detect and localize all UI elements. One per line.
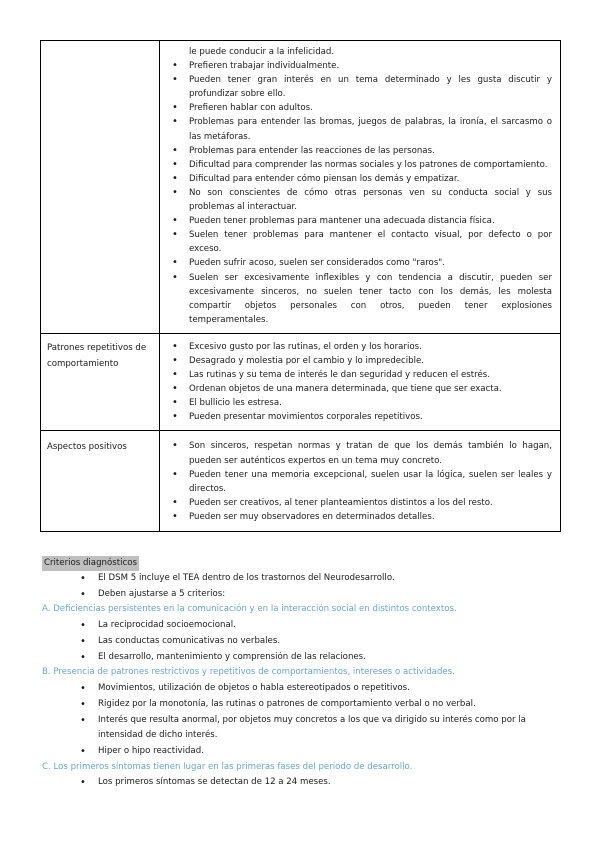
bullet-list xyxy=(160,431,560,531)
row-label: Aspectos positivos xyxy=(47,442,127,453)
list-item: • Prefieren hablar con adultos. xyxy=(171,101,552,115)
list-item: • Movimientos, utilización de objetos o habla estereotipados o repetitivos. xyxy=(80,681,562,697)
list-item: • Suelen tener problemas para mantener el contacto visual, por defecto o por exceso. xyxy=(171,228,552,256)
list-item: • Interés que resulta anormal, por objetos muy concretos a los que va dirigido su interés como por la intensidad de dicho interés. xyxy=(80,713,562,744)
list-item: • Rigidez por la monotonía, las rutinas o patrones de comportamiento verbal o no verbal. xyxy=(80,697,562,713)
list-item: • El bullicio les estresa. xyxy=(171,396,552,410)
criterion-c-title: C. Los primeros síntomas tienen lugar en las primeras fases del periodo de desarrollo. xyxy=(42,761,413,772)
list-item: le puede conducir a la infelicidad. xyxy=(189,47,335,57)
table-content-cell xyxy=(160,431,561,532)
list-item: • El DSM 5 incluye el TEA dentro de los trastornos del Neurodesarrollo. xyxy=(80,571,562,587)
list-item: • Las conductas comunicativas no verbales. xyxy=(80,634,562,650)
intro-list xyxy=(42,571,562,602)
list-item: • Problemas para entender las reacciones de las personas. xyxy=(171,144,552,158)
list-item: • Pueden sufrir acoso, suelen ser considerados como "raros". xyxy=(171,256,552,270)
bullet-list xyxy=(160,334,560,431)
table-content-cell xyxy=(160,333,561,431)
list-item: • Dificultad para comprender las normas sociales y los patrones de comportamiento. xyxy=(171,158,552,172)
list-item: • Son sinceros, respetan normas y tratan de que los demás también lo hagan, pueden ser auténticos expertos en un tema muy concreto. xyxy=(171,439,552,467)
criterion-c-list xyxy=(42,775,562,791)
list-item: • Pueden ser muy observadores en determinados detalles. xyxy=(171,510,552,524)
criterion-a-title: A. Deficiencias persistentes en la comunicación y en la interacción social en distintos contextos. xyxy=(42,604,457,615)
list-item: • Prefieren trabajar individualmente. xyxy=(171,59,552,73)
table-label-cell xyxy=(41,431,160,532)
diagnostic-criteria-section xyxy=(42,556,562,791)
section-heading: Criterios diagnósticos xyxy=(42,556,139,571)
list-item: • Pueden tener gran interés en un tema determinado y les gusta discutir y profundizar sobre ello. xyxy=(171,73,552,101)
list-item: • Pueden tener una memoria excepcional, suelen usar la lógica, suelen ser leales y directos. xyxy=(171,468,552,496)
list-item: • Pueden ser creativos, al tener planteamientos distintos a los del resto. xyxy=(171,496,552,510)
criterion-b-list xyxy=(42,681,562,760)
list-item: • Excesivo gusto por las rutinas, el orden y los horarios. xyxy=(171,340,552,354)
list-item: • Hiper o hipo reactividad. xyxy=(80,744,562,760)
list-item: • Pueden presentar movimientos corporales repetitivos. xyxy=(171,410,552,424)
list-item: • Las rutinas y su tema de interés le dan seguridad y reducen el estrés. xyxy=(171,368,552,382)
list-item: • La reciprocidad socioemocional. xyxy=(80,618,562,634)
list-item: • El desarrollo, mantenimiento y comprensión de las relaciones. xyxy=(80,650,562,666)
list-item: • Los primeros síntomas se detectan de 12 a 24 meses. xyxy=(80,775,562,791)
table-content-cell xyxy=(160,41,561,334)
table-row xyxy=(41,431,561,532)
list-item: • Desagrado y molestia por el cambio y lo impredecible. xyxy=(171,354,552,368)
characteristics-table xyxy=(40,40,561,532)
table-label-cell xyxy=(41,333,160,431)
list-item: • Problemas para entender las bromas, juegos de palabras, la ironía, el sarcasmo o las metáforas. xyxy=(171,115,552,143)
table-row xyxy=(41,41,561,334)
table-row xyxy=(41,333,561,431)
list-item: • Deben ajustarse a 5 criterios: xyxy=(80,587,562,603)
list-item: • Dificultad para entender cómo piensan los demás y empatizar. xyxy=(171,172,552,186)
list-item: • No son conscientes de cómo otras personas ven su conducta social y sus problemas al interactuar. xyxy=(171,186,552,214)
list-item: • Pueden tener problemas para mantener una adecuada distancia física. xyxy=(171,214,552,228)
table-label-cell xyxy=(41,41,160,334)
criterion-a-list xyxy=(42,618,562,665)
bullet-list xyxy=(160,41,560,333)
criterion-b-title: B. Presencia de patrones restrictivos y repetitivos de comportamientos, intereses o actividades. xyxy=(42,667,455,678)
list-item: • Suelen ser excesivamente inflexibles y con tendencia a discutir, pueden ser excesivamente sinceros, no suelen tener tacto con los demás, les molesta compartir objetos personales con otros, pueden tener explosiones temperamentales. xyxy=(171,271,552,327)
row-label: Patrones repetitivos de comportamiento xyxy=(47,342,147,369)
row-label xyxy=(41,41,159,51)
list-item: • Ordenan objetos de una manera determinada, que tiene que ser exacta. xyxy=(171,382,552,396)
